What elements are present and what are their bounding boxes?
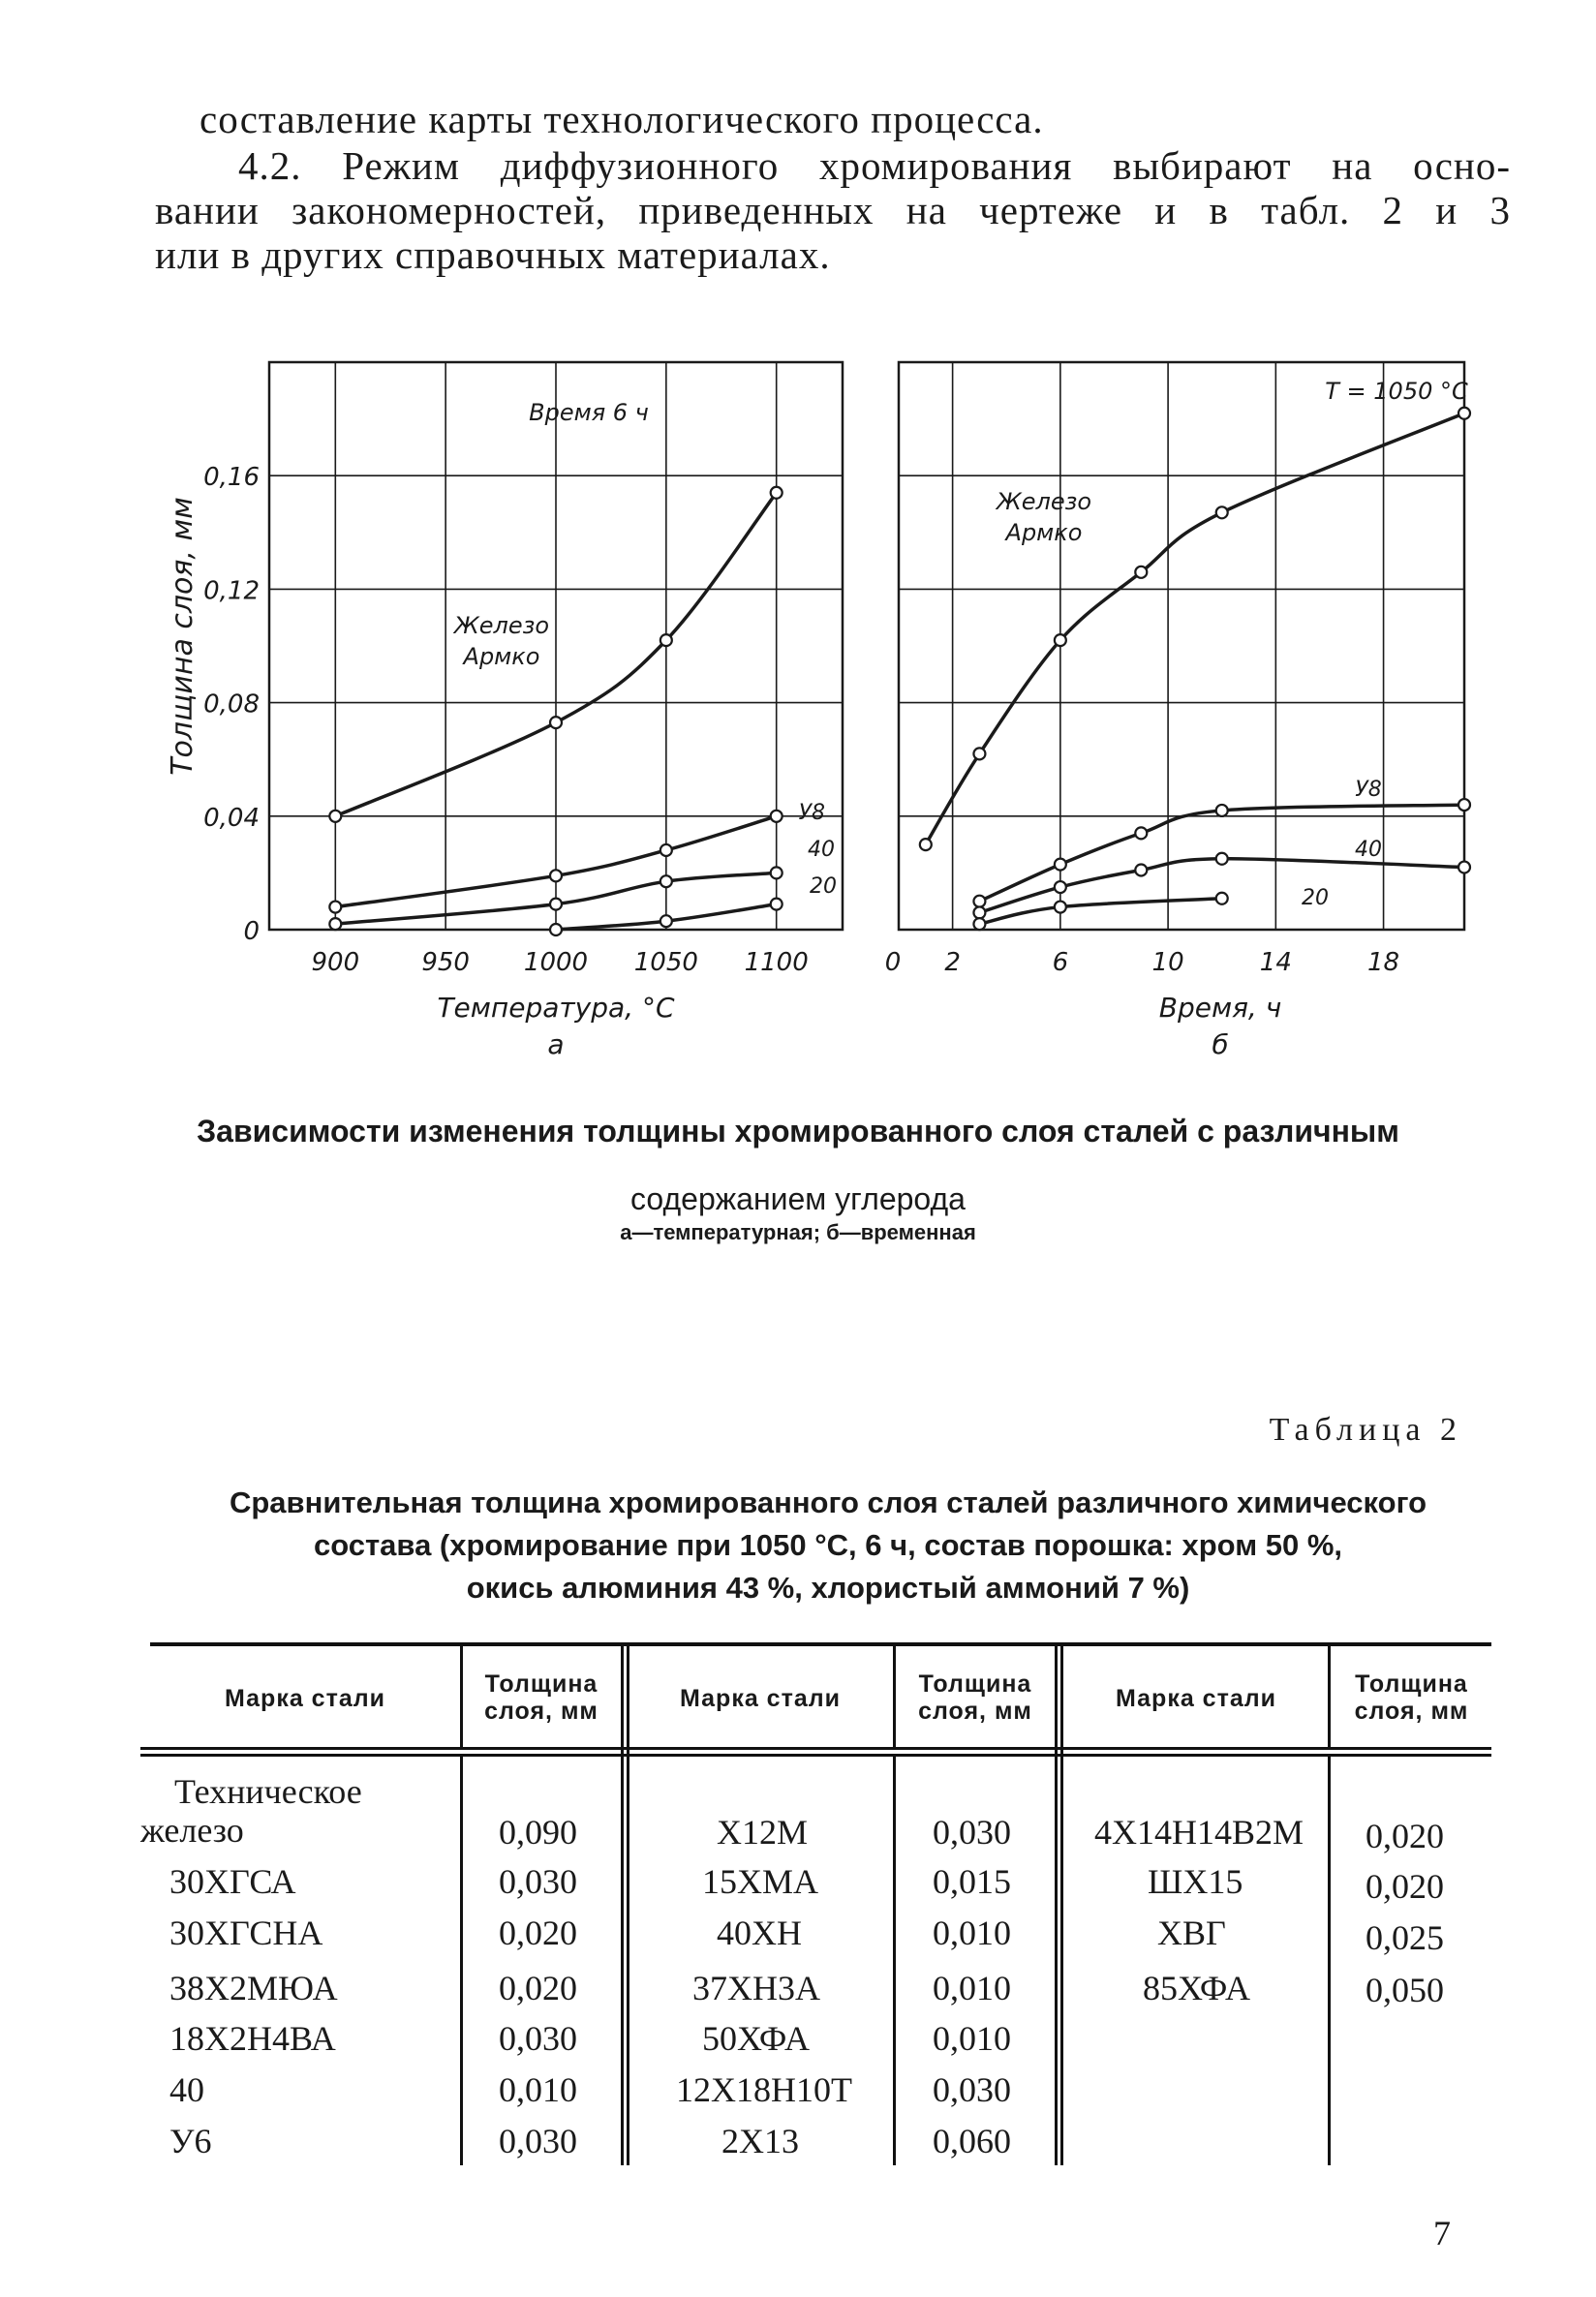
header-thickness-l1: Толщина — [918, 1670, 1032, 1698]
page-number: 7 — [1433, 2214, 1451, 2252]
series-label-u8: У8 — [1355, 778, 1382, 802]
table-label: Таблица 2 — [1269, 1412, 1462, 1448]
data-point — [1458, 799, 1470, 811]
y-tick-label: 0,04 — [203, 803, 260, 833]
x-tick-label: 1100 — [744, 948, 809, 977]
table-title-line: окись алюминия 43 %, хлористый аммоний 7 %) — [466, 1571, 1190, 1605]
figure-subcaption: а—температурная; б—временная — [620, 1220, 976, 1244]
header-grade: Марка стали — [680, 1685, 841, 1712]
table-column-rule — [893, 1646, 896, 1747]
cell-value: 0,010 — [933, 2019, 1011, 2058]
data-point — [1216, 506, 1228, 518]
table-top-rule — [150, 1642, 1491, 1646]
data-point — [771, 899, 783, 910]
cell-value: 0,030 — [499, 2122, 577, 2160]
header-thickness-l2: слоя, мм — [1354, 1698, 1469, 1725]
y-tick-label: 0,08 — [203, 689, 260, 720]
table-header-rule — [140, 1754, 1491, 1757]
data-point — [1135, 567, 1147, 578]
figure-caption: Зависимости изменения толщины хромированного слоя сталей с различным — [197, 1114, 1399, 1148]
x-tick-label: 18 — [1367, 948, 1400, 977]
series-label-40: 40 — [1355, 838, 1382, 862]
data-point — [771, 487, 783, 499]
y-tick-label: 0,16 — [203, 463, 260, 493]
data-point — [329, 902, 341, 913]
cell-value: 0,050 — [1366, 1971, 1444, 2009]
table-title-line: состава (хромирование при 1050 °С, 6 ч, состав порошка: хром 50 %, — [313, 1528, 1343, 1562]
cell-value: 0,030 — [499, 2019, 577, 2058]
figure-caption-2: содержанием углерода — [630, 1181, 966, 1216]
data-point — [973, 896, 985, 907]
cell-grade: 15ХМА — [702, 1862, 819, 1901]
data-point — [550, 717, 562, 728]
x-tick-label: 950 — [421, 948, 470, 977]
cell-value: 0,020 — [1366, 1867, 1444, 1906]
x-tick-label: 14 — [1259, 948, 1292, 977]
data-point — [1458, 862, 1470, 873]
series-label-20: 20 — [1302, 886, 1329, 910]
y-tick-label: 0 — [243, 917, 260, 946]
cell-value: 0,010 — [933, 1969, 1011, 2007]
data-point — [660, 875, 672, 887]
cell-grade: железо — [140, 1811, 244, 1850]
series-label-20: 20 — [810, 874, 837, 899]
cell-value: 0,015 — [933, 1862, 1011, 1901]
cell-grade: 18Х2Н4ВА — [169, 2019, 336, 2058]
cell-value: 0,030 — [499, 1862, 577, 1901]
cell-value: 0,020 — [1366, 1817, 1444, 1855]
data-point — [771, 811, 783, 822]
paragraph-line: или в других справочных материалах. — [155, 232, 831, 277]
series-label-armco: Железо — [996, 488, 1092, 515]
x-tick-label: 900 — [311, 948, 360, 977]
header-grade: Марка стали — [225, 1685, 385, 1712]
cell-grade: 30ХГСНА — [169, 1914, 323, 1952]
table-header-rule — [140, 1747, 1491, 1750]
cell-grade: 30ХГСА — [169, 1862, 296, 1901]
x-tick-label: 2 — [944, 948, 961, 977]
cell-value: 0,030 — [933, 1813, 1011, 1852]
x-tick-label: 1050 — [633, 948, 698, 977]
steel-table — [140, 1627, 1491, 2169]
data-point — [1135, 864, 1147, 875]
paragraph-line: вании закономерностей, приведенных на чертеже и в табл. 2 и 3 — [155, 188, 1511, 232]
x-tick-label: 10 — [1151, 948, 1184, 977]
header-thickness-l2: слоя, мм — [484, 1698, 598, 1725]
x-tick-label: 6 — [1052, 948, 1069, 977]
data-point — [329, 811, 341, 822]
cell-value: 0,020 — [499, 1969, 577, 2007]
y-axis-label: Толщина слоя, мм — [166, 497, 200, 776]
series-label-armco: Армко — [463, 643, 540, 670]
cell-grade: 2Х13 — [721, 2122, 799, 2160]
table-column-rule — [1328, 1757, 1331, 2165]
cell-grade: 40 — [169, 2070, 204, 2109]
table-title-line: Сравнительная толщина хромированного слоя сталей различного химического — [229, 1485, 1427, 1519]
header-thickness — [464, 1670, 619, 1725]
x-axis-label: Температура, °С — [437, 992, 675, 1024]
series-label-40: 40 — [808, 838, 835, 862]
data-point — [660, 844, 672, 856]
data-point — [1458, 408, 1470, 419]
data-point — [973, 906, 985, 918]
data-point — [1135, 827, 1147, 839]
cell-grade: У6 — [169, 2122, 212, 2160]
header-grade: Марка стали — [1116, 1685, 1276, 1712]
data-point — [1055, 902, 1066, 913]
cell-grade: 4Х14Н14В2М — [1094, 1813, 1304, 1852]
table-column-rule — [621, 1646, 629, 2165]
x-axis-label: Время, ч — [1158, 992, 1282, 1024]
table-column-rule — [460, 1646, 463, 1747]
data-point — [660, 915, 672, 927]
text-line-1: составление карты технологического процесса. — [200, 97, 1044, 141]
cell-value: 0,025 — [1366, 1918, 1444, 1957]
cell-value: 0,010 — [499, 2070, 577, 2109]
panel-letter: б — [1212, 1028, 1229, 1060]
cell-value: 0,060 — [933, 2122, 1011, 2160]
cell-grade: ШХ15 — [1148, 1862, 1243, 1901]
cell-grade: ХВГ — [1157, 1914, 1226, 1952]
cell-grade: Техническое — [174, 1772, 362, 1811]
data-point — [1216, 853, 1228, 865]
data-point — [329, 918, 341, 930]
cell-value: 0,030 — [933, 2070, 1011, 2109]
chart-annotation: T = 1050 °C — [1325, 378, 1468, 405]
paragraph-4-2 — [155, 143, 1511, 277]
cell-value: 0,090 — [499, 1813, 577, 1852]
cell-grade: 85ХФА — [1143, 1969, 1251, 2007]
series-label-u8: У8 — [798, 801, 825, 825]
series-label-armco: Железо — [453, 612, 550, 639]
data-point — [1216, 805, 1228, 816]
chart-annotation: Время 6 ч — [529, 399, 649, 426]
y-tick-label: 0,12 — [203, 576, 260, 606]
header-thickness-l2: слоя, мм — [918, 1698, 1032, 1725]
table-column-rule — [1055, 1646, 1063, 2165]
header-thickness-l1: Толщина — [1355, 1670, 1468, 1698]
data-point — [973, 918, 985, 930]
chromium-layer-figure — [145, 349, 1501, 1085]
data-point — [550, 870, 562, 881]
table-column-rule — [893, 1757, 896, 2165]
data-point — [920, 839, 932, 850]
series-label-armco: Армко — [1005, 519, 1083, 546]
cell-grade: Х12М — [717, 1813, 809, 1852]
cell-value: 0,020 — [499, 1914, 577, 1952]
cell-value: 0,010 — [933, 1914, 1011, 1952]
data-point — [1055, 634, 1066, 646]
table-column-rule — [460, 1757, 463, 2165]
data-point — [1055, 859, 1066, 871]
x-tick-label: 0 — [884, 948, 902, 977]
data-point — [1055, 881, 1066, 893]
data-point — [550, 899, 562, 910]
data-point — [973, 748, 985, 759]
data-point — [550, 924, 562, 935]
cell-grade: 37ХН3А — [692, 1969, 820, 2007]
panel-letter: а — [547, 1028, 565, 1060]
cell-grade: 12Х18Н10Т — [676, 2070, 852, 2109]
data-point — [771, 867, 783, 878]
header-thickness — [898, 1670, 1053, 1725]
table-column-rule — [1328, 1646, 1331, 1747]
cell-grade: 50ХФА — [702, 2019, 811, 2058]
cell-grade: 40ХН — [717, 1914, 802, 1952]
header-thickness — [1332, 1670, 1491, 1725]
paragraph-line: 4.2. Режим диффузионного хромирования выбирают на осно- — [238, 143, 1511, 188]
x-tick-label: 1000 — [523, 948, 589, 977]
data-point — [660, 634, 672, 646]
table-title — [155, 1482, 1501, 1609]
header-thickness-l1: Толщина — [484, 1670, 598, 1698]
cell-grade: 38Х2МЮА — [169, 1969, 338, 2007]
data-point — [1216, 893, 1228, 904]
